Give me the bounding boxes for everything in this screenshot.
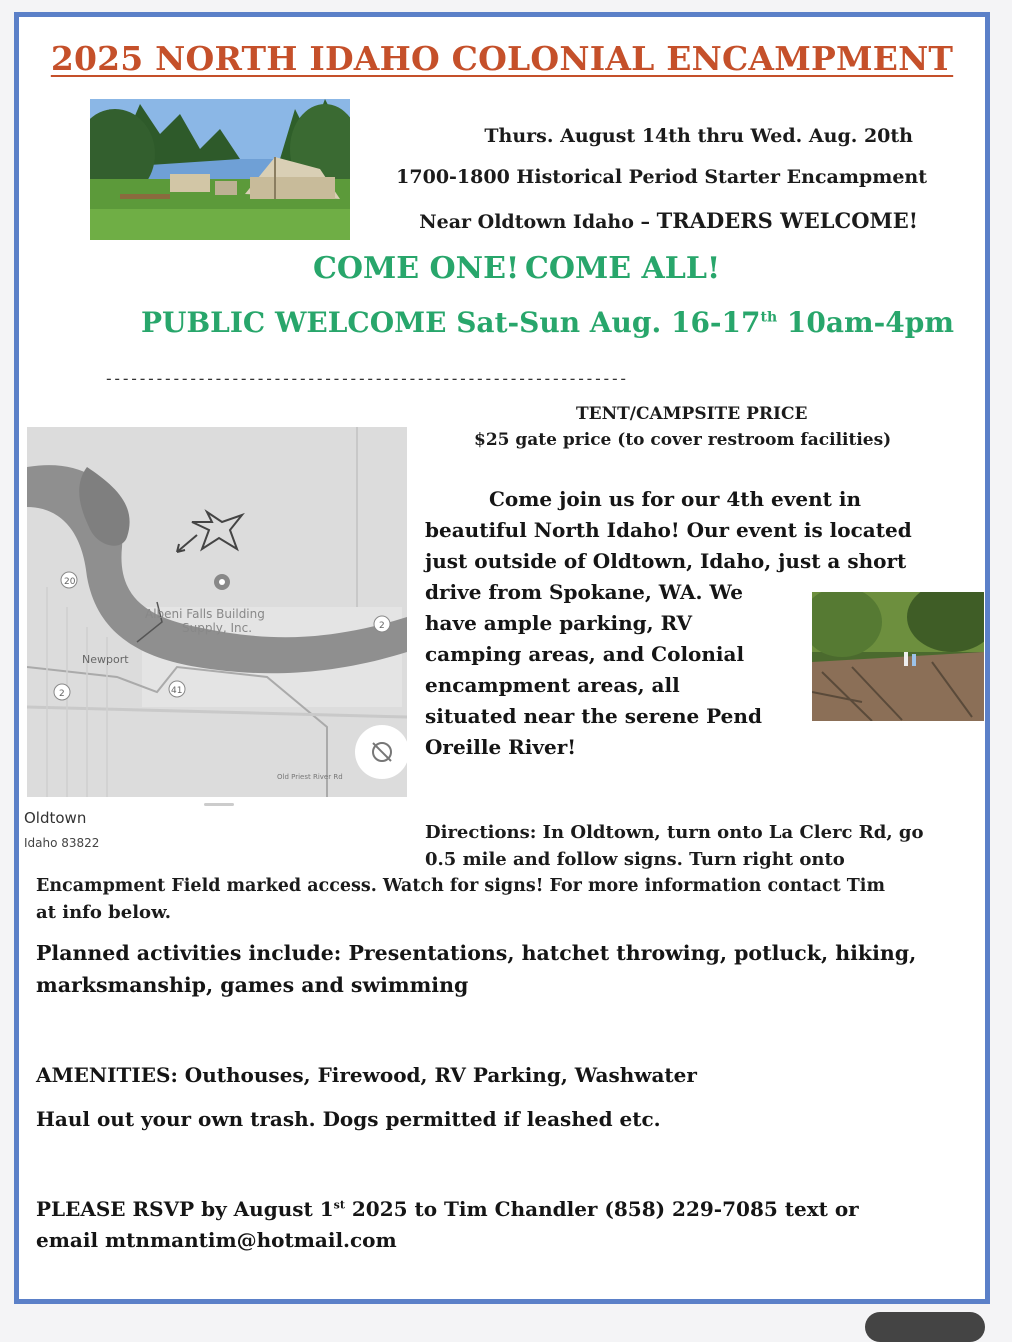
public-welcome-sup: th bbox=[760, 309, 778, 326]
come-one: COME ONE! bbox=[313, 251, 520, 286]
description-line-3: just outside of Oldtown, Idaho, just a short bbox=[425, 549, 907, 573]
flyer-title: 2025 NORTH IDAHO COLONIAL ENCAMPMENT bbox=[50, 39, 954, 78]
map-caption-city: Oldtown bbox=[24, 809, 87, 827]
description-line-5: have ample parking, RV bbox=[425, 611, 693, 635]
rsvp-email: email mtnmantim@hotmail.com bbox=[36, 1228, 397, 1252]
description-line-2: beautiful North Idaho! Our event is located bbox=[425, 518, 912, 542]
price-detail: $25 gate price (to cover restroom facilities) bbox=[474, 430, 892, 450]
come-all: COME ALL! bbox=[525, 251, 721, 286]
description-line-9: Oreille River! bbox=[425, 735, 577, 759]
public-welcome-label: PUBLIC WELCOME bbox=[141, 306, 447, 339]
rsvp-sup: st bbox=[333, 1198, 345, 1212]
rsvp-prefix: PLEASE RSVP by August 1 bbox=[36, 1197, 334, 1221]
description-line-4: drive from Spokane, WA. We bbox=[425, 580, 743, 604]
location-text: Near Oldtown Idaho – bbox=[419, 211, 657, 233]
divider-line: -------------------------------------------------------------- bbox=[104, 369, 627, 388]
map-store-label-2: Supply, Inc. bbox=[182, 621, 253, 635]
map-road-label: Old Priest River Rd bbox=[277, 773, 343, 781]
event-period: 1700-1800 Historical Period Starter Encampment bbox=[396, 166, 927, 188]
trash-policy: Haul out your own trash. Dogs permitted if leashed etc. bbox=[36, 1107, 661, 1131]
flyer-frame bbox=[14, 12, 990, 1304]
hwy2-left-label: 2 bbox=[59, 689, 65, 699]
traders-welcome: TRADERS WELCOME! bbox=[656, 208, 918, 233]
description-line-7: encampment areas, all bbox=[425, 673, 680, 697]
event-dates: Thurs. August 14th thru Wed. Aug. 20th bbox=[484, 125, 913, 147]
directions-line-3: Encampment Field marked access. Watch for signs! For more information contact Tim bbox=[36, 876, 885, 896]
public-welcome-days: Sat-Sun Aug. 16-17 bbox=[456, 306, 761, 339]
rsvp-rest: 2025 to Tim Chandler (858) 229-7085 text or bbox=[344, 1197, 859, 1221]
directions-line-4: at info below. bbox=[36, 902, 172, 923]
description-line-1: Come join us for our 4th event in bbox=[489, 487, 861, 511]
camp-photo bbox=[90, 99, 350, 240]
map-store-label: Albeni Falls Building bbox=[145, 607, 265, 621]
map-caption-zip: Idaho 83822 bbox=[24, 836, 100, 850]
public-welcome bbox=[141, 306, 954, 339]
activities-line-1: Planned activities include: Presentations, hatchet throwing, potluck, hiking, bbox=[36, 941, 917, 965]
activities-line-2: marksmanship, games and swimming bbox=[36, 973, 469, 997]
hwy41-label: 41 bbox=[171, 686, 183, 696]
directions-line-1: Directions: In Oldtown, turn onto La Clerc Rd, go bbox=[425, 822, 924, 843]
map-handle[interactable] bbox=[204, 803, 234, 806]
floating-button[interactable] bbox=[865, 1312, 985, 1342]
price-heading: TENT/CAMPSITE PRICE bbox=[576, 404, 808, 424]
location-map bbox=[27, 427, 407, 797]
directions-line-2: 0.5 mile and follow signs. Turn right onto bbox=[425, 849, 845, 870]
description-line-6: camping areas, and Colonial bbox=[425, 642, 745, 666]
public-welcome-hours: 10am-4pm bbox=[786, 306, 954, 339]
description-line-8: situated near the serene Pend bbox=[425, 704, 762, 728]
trail-photo bbox=[812, 592, 984, 721]
map-town-label: Newport bbox=[82, 653, 129, 666]
event-location bbox=[419, 208, 918, 233]
rsvp-line-1 bbox=[36, 1197, 859, 1221]
amenities: AMENITIES: Outhouses, Firewood, RV Parking, Washwater bbox=[36, 1063, 697, 1087]
hwy20-label: 20 bbox=[64, 577, 76, 587]
hwy2-right-label: 2 bbox=[379, 621, 385, 631]
